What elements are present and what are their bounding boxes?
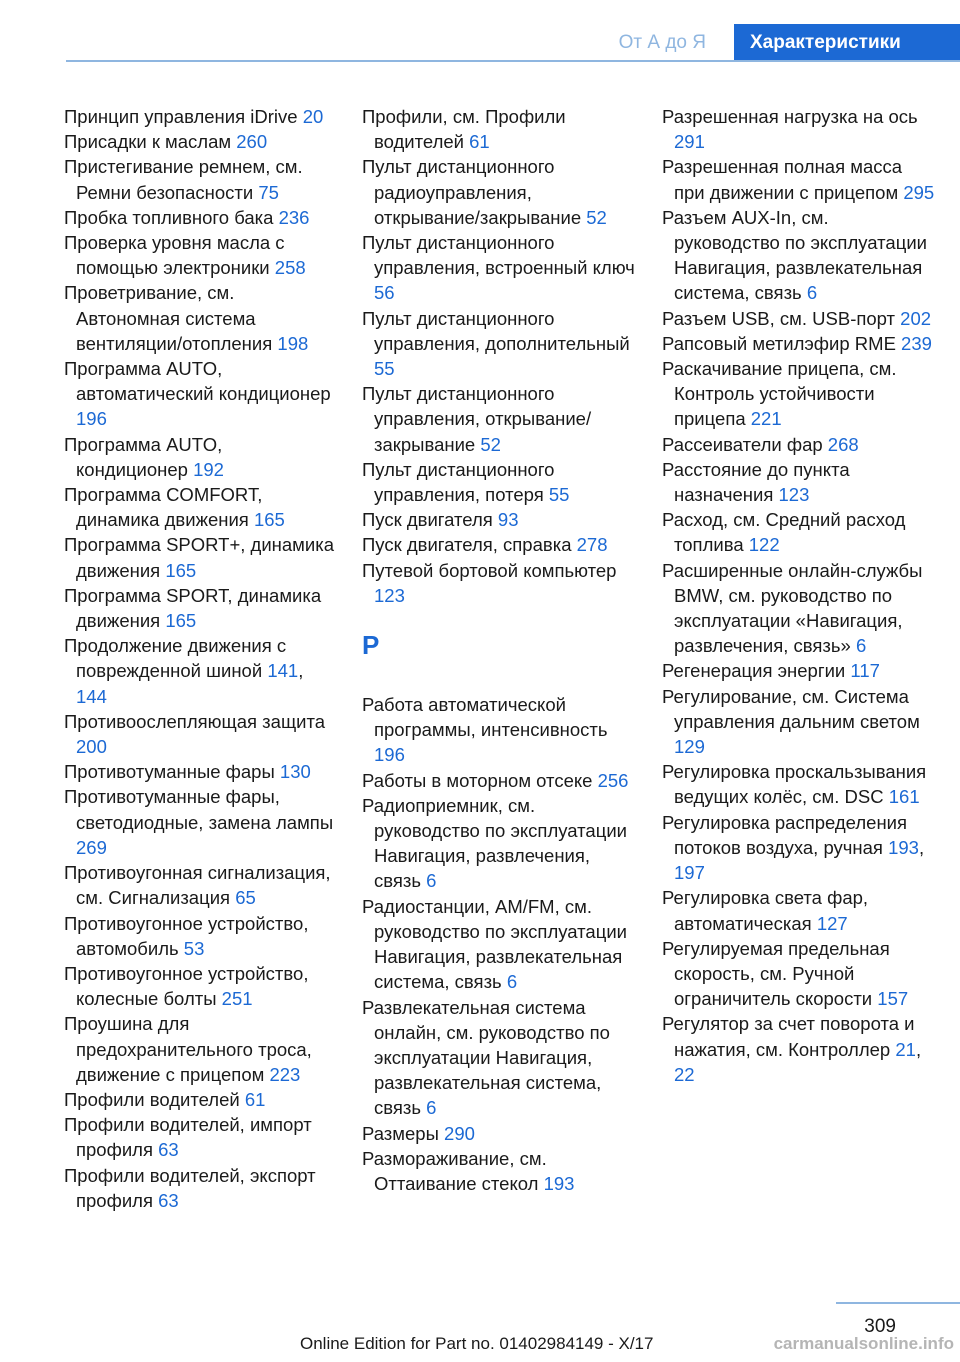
entry-text: Работа автоматической программы, интенсивность: [362, 694, 608, 741]
page-link[interactable]: 239: [901, 332, 932, 354]
index-entry: [64, 432, 339, 482]
entry-text: Путевой бортовой компьютер: [362, 559, 617, 581]
index-entry: [64, 532, 339, 582]
page-link[interactable]: 6: [506, 971, 518, 993]
entry-text: Профили водителей, импорт профиля: [64, 1114, 312, 1161]
page-link[interactable]: 53: [183, 937, 205, 959]
page-link[interactable]: 55: [374, 358, 395, 380]
index-entry: [662, 306, 937, 331]
index-entry: [362, 154, 637, 230]
index-entry: [662, 759, 937, 809]
entry-text: Пульт дистанционного радиоуправления, открывание/закрывание: [362, 156, 582, 228]
index-entry: [64, 129, 339, 154]
page-link[interactable]: 290: [444, 1122, 475, 1144]
page-link[interactable]: 21: [895, 1038, 916, 1060]
page-link[interactable]: 20: [302, 106, 324, 127]
index-entry: [362, 894, 637, 995]
index-entry: [362, 507, 637, 532]
index-entry: [362, 104, 637, 154]
entry-text: Расход, см. Средний расход топлива: [662, 509, 906, 556]
page-link[interactable]: 56: [374, 282, 395, 304]
index-entry: [662, 507, 937, 557]
index-entry: [362, 1146, 637, 1196]
page-link[interactable]: 196: [374, 744, 405, 766]
page-link[interactable]: 196: [76, 408, 107, 430]
page-link[interactable]: 193: [888, 836, 919, 858]
page-number: 309: [864, 1316, 896, 1337]
index-entry: [362, 532, 637, 557]
page-link[interactable]: 144: [76, 685, 107, 707]
entry-text: Присадки к маслам: [64, 131, 232, 153]
entry-text: Регулировка распределения потоков воздуха, ручная: [662, 811, 908, 858]
page-link[interactable]: 198: [277, 332, 309, 354]
entry-text: Принцип управления iDrive: [64, 106, 298, 127]
entry-text: Работы в моторном отсеке: [362, 769, 593, 791]
index-entry: Регулировка распределения потоков воздуха, ручная 193, 197: [662, 811, 925, 884]
page-link[interactable]: 256: [597, 769, 629, 791]
entry-text: Радиостанции, AM/FM, см. руководство по эксплуатации Навигация, развлекательная система, связь: [362, 895, 627, 993]
index-entry: [64, 1112, 339, 1162]
page-link[interactable]: 63: [158, 1139, 179, 1161]
entry-text: Программа SPORT, динамика движения: [64, 584, 322, 632]
entry-text: Противотуманные фары: [64, 761, 275, 783]
index-entry: [662, 356, 937, 432]
page-link[interactable]: 22: [674, 1063, 695, 1085]
page-link[interactable]: 258: [274, 257, 306, 279]
entry-text: Разрешенная полная масса при движении с прицепом: [662, 156, 903, 203]
index-entry: [64, 280, 339, 356]
index-entry: [362, 457, 637, 507]
page-link[interactable]: 165: [253, 509, 285, 531]
page-link[interactable]: 200: [76, 736, 107, 758]
index-entry: [362, 768, 637, 793]
index-entry: [662, 331, 937, 356]
page-link[interactable]: 127: [816, 912, 848, 934]
page-link[interactable]: 269: [76, 836, 107, 858]
page-link[interactable]: 122: [748, 534, 780, 556]
page-link[interactable]: 6: [426, 1097, 437, 1119]
entry-text: Пульт дистанционного управления, открывание/закрывание: [362, 383, 592, 455]
page-link[interactable]: 221: [750, 408, 782, 430]
index-entry: [64, 205, 339, 230]
page-link[interactable]: 63: [158, 1189, 179, 1211]
page-link[interactable]: 268: [827, 433, 859, 455]
page-link[interactable]: 6: [855, 635, 867, 657]
page-link[interactable]: 61: [469, 131, 490, 153]
entry-text: Профили водителей: [64, 1088, 240, 1110]
index-entry: [362, 230, 637, 306]
page-link[interactable]: 278: [576, 534, 608, 556]
entry-text: Развлекательная система онлайн, см. руководство по эксплуатации Навигация, развлекательная система, связь: [362, 996, 610, 1119]
page-link[interactable]: 197: [674, 862, 705, 884]
entry-text: Противоугонная сигнализация, см. Сигнализация: [64, 862, 331, 909]
page-link[interactable]: 6: [806, 282, 818, 304]
watermark: carmanualsonline.info: [773, 1334, 954, 1353]
page-link[interactable]: 192: [193, 458, 224, 480]
entry-text: Регенерация энергии: [662, 660, 846, 682]
entry-text: Пульт дистанционного управления, встроенный ключ: [362, 232, 635, 279]
index-letter-heading: Р: [362, 630, 380, 661]
index-entry: [64, 911, 339, 961]
entry-text: Противотуманные фары, светодиодные, замена лампы: [64, 786, 334, 833]
index-entry: [662, 205, 937, 306]
entry-text: Рассеиватели фар: [662, 433, 823, 455]
entry-text: Пульт дистанционного управления, дополнительный: [362, 307, 630, 354]
page-link[interactable]: 260: [236, 131, 268, 153]
entry-text: Регулирование, см. Система управления дальним светом: [662, 685, 920, 732]
entry-text: Продолжение движения с поврежденной шиной: [64, 635, 287, 682]
index-entry: [64, 759, 339, 784]
entry-text: Регулятор за счет поворота и нажатия, см. Контроллер: [662, 1013, 915, 1060]
index-entry: [64, 104, 339, 129]
page-link[interactable]: 129: [674, 736, 705, 758]
page-link[interactable]: 75: [258, 181, 279, 203]
index-entry: [64, 1011, 339, 1087]
header-rule: [66, 60, 960, 62]
page-link[interactable]: 93: [497, 509, 519, 531]
index-entry: [64, 1087, 339, 1112]
page-link[interactable]: 157: [877, 988, 909, 1010]
index-entry: [662, 558, 937, 659]
page-link[interactable]: 295: [903, 181, 935, 203]
footer-rule: [836, 1302, 960, 1304]
entry-text: Размеры: [362, 1122, 439, 1144]
entry-text: Пуск двигателя, справка: [362, 534, 572, 556]
index-entry: [64, 1163, 339, 1213]
page-link[interactable]: 123: [374, 584, 405, 606]
page-link[interactable]: 291: [674, 131, 705, 153]
index-entry: [64, 709, 339, 759]
index-entry: [662, 684, 937, 760]
entry-text: Профили водителей, экспорт профиля: [64, 1164, 316, 1211]
entry-text: Проверка уровня масла с помощью электроники: [64, 232, 285, 279]
index-entry: [662, 154, 937, 204]
entry-text: Программа SPORT+, динамика движения: [64, 534, 335, 581]
index-entry: [662, 885, 937, 935]
index-entry: [64, 784, 339, 860]
index-entry: [362, 995, 637, 1121]
page-link[interactable]: 202: [900, 307, 932, 329]
entry-text: Программа AUTO, автоматический кондиционер: [64, 358, 331, 405]
index-entry: [64, 482, 339, 532]
index-entry: [64, 230, 339, 280]
index-entry: [64, 860, 339, 910]
entry-text: Программа COMFORT, динамика движения: [64, 484, 263, 531]
entry-text: Раскачивание прицепа, см. Контроль устойчивости прицепа: [662, 358, 897, 430]
entry-text: Размораживание, см. Оттаивание стекол: [362, 1147, 547, 1194]
index-entry: [662, 936, 937, 1012]
page-link[interactable]: 61: [244, 1088, 266, 1110]
page-link[interactable]: 193: [543, 1172, 575, 1194]
running-header: [66, 24, 960, 62]
index-entry: Продолжение движения с поврежденной шиной 141, 144: [64, 635, 304, 707]
entry-text: Противоугонное устройство, автомобиль: [64, 912, 309, 959]
entry-text: Пульт дистанционного управления, потеря: [362, 458, 555, 506]
entry-text: Разъем AUX-In, см. руководство по эксплуатации Навигация, развлекательная система, связь: [662, 206, 927, 304]
index-column-2: [362, 104, 637, 1196]
breadcrumb[interactable]: От А до Я: [618, 32, 706, 53]
entry-text: Регулируемая предельная скорость, см. Ручной ограничитель скорости: [662, 937, 890, 1010]
entry-text: Программа AUTO, кондиционер: [64, 433, 223, 480]
entry-text: Радиоприемник, см. руководство по эксплуатации Навигация, развлечения, связь: [362, 794, 627, 892]
page-link[interactable]: 123: [778, 484, 810, 506]
page-link[interactable]: 52: [586, 206, 607, 228]
index-entry: [64, 356, 339, 432]
page-link[interactable]: 6: [426, 870, 437, 892]
entry-text: Регулировка проскальзывания ведущих колёс, см. DSC: [662, 761, 927, 808]
page-link[interactable]: 130: [279, 761, 311, 783]
page-link[interactable]: 165: [165, 610, 197, 632]
page-link[interactable]: 251: [221, 988, 253, 1010]
index-entry: [362, 793, 637, 894]
edition-note: Online Edition for Part no. 01402984149 - X/17: [300, 1334, 654, 1353]
entry-text: Противоугонное устройство, колесные болты: [64, 962, 309, 1010]
index-entry: [362, 1121, 637, 1146]
page-link[interactable]: 236: [278, 206, 310, 228]
index-entry: [662, 104, 937, 154]
index-entry: [362, 306, 637, 382]
page-link[interactable]: 165: [165, 559, 197, 581]
entry-text: Проушина для предохранительного троса, движение с прицепом: [64, 1013, 312, 1085]
index-entry: Регулятор за счет поворота и нажатия, см. Контроллер 21, 22: [662, 1013, 922, 1085]
index-entry: [64, 154, 339, 204]
entry-text: Разрешенная нагрузка на ось: [662, 106, 918, 127]
page-link[interactable]: 223: [269, 1063, 301, 1085]
entry-text: Пристегивание ремнем, см. Ремни безопасности: [64, 156, 303, 203]
entry-text: Профили, см. Профили водителей: [362, 106, 566, 153]
entry-text: Расстояние до пункта назначения: [662, 458, 850, 506]
entry-text: Разъем USB, см. USB-порт: [662, 307, 896, 329]
section-tab[interactable]: Характеристики: [734, 24, 960, 62]
index-entry: [362, 692, 637, 768]
entry-text: Проветривание, см. Автономная система вентиляции/отопления: [64, 282, 273, 354]
index-entry: [362, 381, 637, 457]
index-entry: [662, 658, 937, 683]
page-link[interactable]: 55: [548, 484, 570, 506]
index-entry: [662, 457, 937, 507]
entry-text: Противоослепляющая защита: [64, 710, 326, 732]
entry-text: Расширенные онлайн-службы BMW, см. руководство по эксплуатации «Навигация, развлечения, связь»: [662, 559, 923, 657]
index-column-1: [64, 104, 339, 1213]
index-entry: [362, 558, 637, 608]
entry-text: Регулировка света фар, автоматическая: [662, 887, 869, 934]
index-entry: [64, 961, 339, 1011]
page-link[interactable]: 117: [850, 660, 880, 682]
page-link[interactable]: 52: [480, 433, 501, 455]
index-entry: [662, 432, 937, 457]
index-column-3: [662, 104, 937, 1087]
entry-text: Пробка топливного бака: [64, 206, 274, 228]
index-entry: [64, 583, 339, 633]
page-link[interactable]: 141: [267, 660, 299, 682]
entry-text: Рапсовый метилэфир RME: [662, 332, 896, 354]
entry-text: Пуск двигателя: [362, 509, 493, 531]
page-link[interactable]: 161: [888, 786, 920, 808]
page-link[interactable]: 65: [235, 887, 256, 909]
